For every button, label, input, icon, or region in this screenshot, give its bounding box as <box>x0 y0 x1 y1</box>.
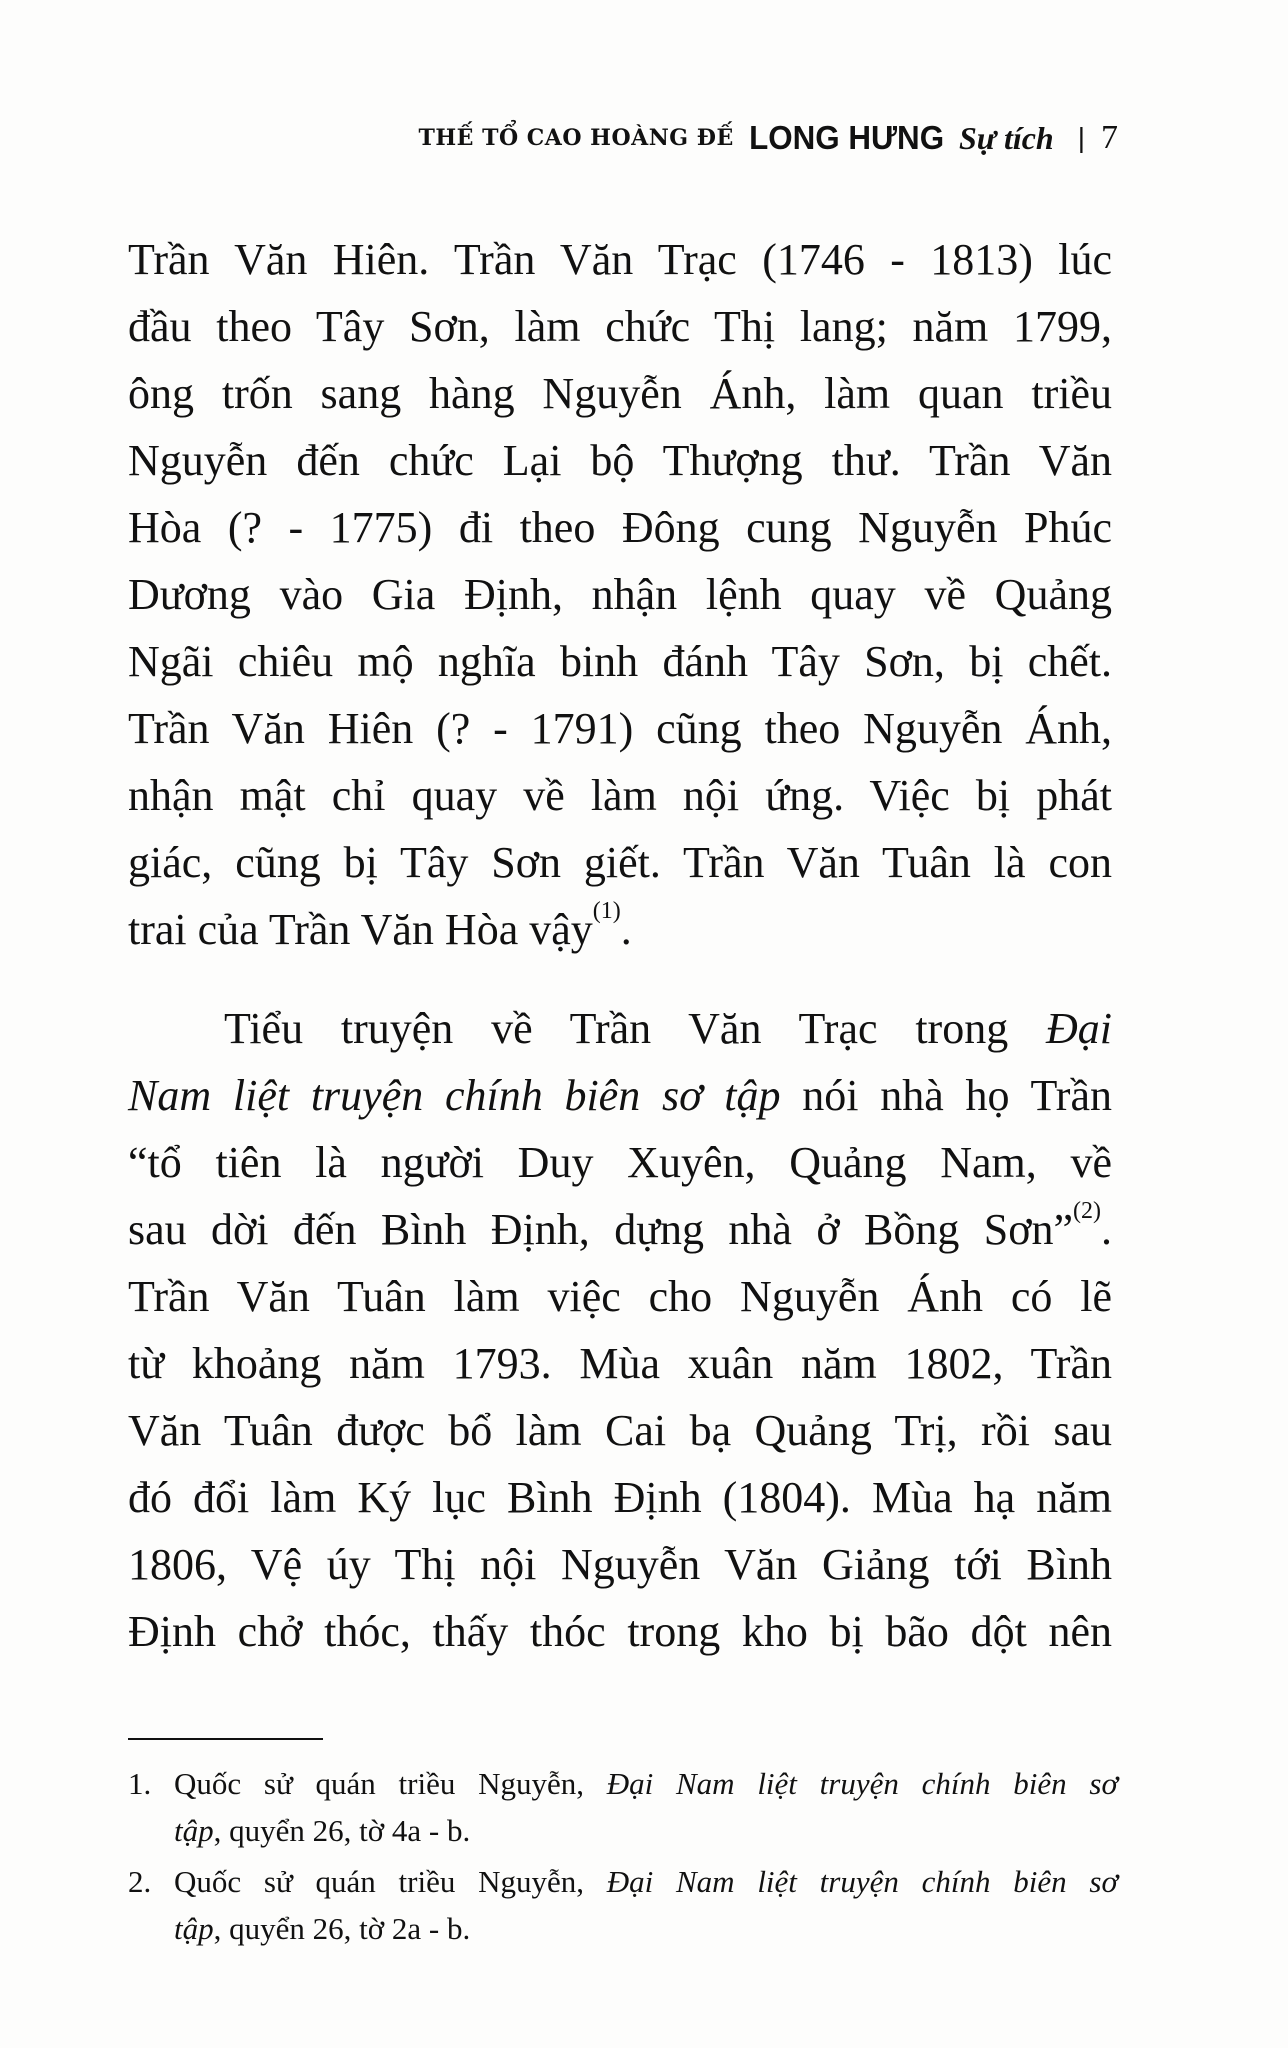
header-title-script: Sự tích <box>958 120 1054 156</box>
footnote-line <box>174 1760 1118 1807</box>
text-line <box>128 1062 1112 1129</box>
footnote-line <box>174 1807 1118 1854</box>
footnote-divider <box>128 1738 323 1740</box>
text-line: Ngãi chiêu mộ nghĩa binh đánh Tây Sơn, bị chết. <box>128 637 1112 686</box>
text-line: nhận mật chỉ quay về làm nội ứng. Việc bị phát <box>128 771 1112 820</box>
footnote-line <box>174 1905 1118 1952</box>
text-line: Trần Văn Hiên. Trần Văn Trạc (1746 - 1813) lúc <box>128 235 1112 284</box>
header-title-small: THẾ TỔ CAO HOÀNG ĐẾ <box>418 125 734 151</box>
text-line: Định chở thóc, thấy thóc trong kho bị bão dột nên <box>128 1607 1112 1656</box>
page-number: 7 <box>1101 119 1118 156</box>
text-line: 1806, Vệ úy Thị nội Nguyễn Văn Giảng tới Bình <box>128 1540 1112 1589</box>
text-fragment: . <box>620 905 632 954</box>
text-line: giác, cũng bị Tây Sơn giết. Trần Văn Tuân là con <box>128 838 1112 887</box>
book-title-fragment: tập <box>174 1813 214 1848</box>
text-fragment: . <box>1101 1205 1112 1254</box>
footnotes <box>128 1760 1118 1956</box>
paragraph-1 <box>128 226 1112 963</box>
book-title-fragment: Đại <box>1046 1004 1112 1053</box>
header-separator: | <box>1077 122 1085 153</box>
book-title-fragment: Đại Nam liệt truyện chính biên sơ <box>606 1766 1118 1801</box>
header-title-big: LONG HƯNG <box>748 119 944 156</box>
text-line: Nguyễn đến chức Lại bộ Thượng thư. Trần Văn <box>128 436 1112 485</box>
text-line <box>128 995 1112 1062</box>
text-line: Trần Văn Hiên (? - 1791) cũng theo Nguyễn Ánh, <box>128 704 1112 753</box>
footnote-ref-2[interactable]: (2) <box>1073 1198 1101 1224</box>
text-line <box>128 896 1112 963</box>
text-fragment: sau dời đến Bình Định, dựng nhà ở Bồng Sơn” <box>128 1205 1074 1254</box>
footnote-ref-1[interactable]: (1) <box>592 898 621 924</box>
text-fragment: , quyển 26, tờ 2a - b. <box>213 1911 471 1946</box>
text-fragment: nói nhà họ Trần <box>780 1071 1112 1120</box>
book-title-fragment: Nam liệt truyện chính biên sơ tập <box>128 1071 781 1120</box>
text-fragment: Tiểu truyện về Trần Văn Trạc trong <box>224 1004 1046 1053</box>
text-line: Văn Tuân được bổ làm Cai bạ Quảng Trị, rồi sau <box>128 1406 1112 1455</box>
text-line: đầu theo Tây Sơn, làm chức Thị lang; năm 1799, <box>128 302 1112 351</box>
body-text <box>128 226 1112 1665</box>
paragraph-2 <box>128 995 1112 1665</box>
text-line: Dương vào Gia Định, nhận lệnh quay về Quảng <box>128 570 1112 619</box>
paragraph-gap <box>128 963 1112 995</box>
text-fragment: Quốc sử quán triều Nguyễn, <box>174 1766 607 1801</box>
text-fragment: Quốc sử quán triều Nguyễn, <box>174 1864 607 1899</box>
text-line: Trần Văn Tuân làm việc cho Nguyễn Ánh có lẽ <box>128 1272 1112 1321</box>
text-line: ông trốn sang hàng Nguyễn Ánh, làm quan triều <box>128 369 1112 418</box>
footnote-line <box>174 1858 1118 1905</box>
footnote-2 <box>128 1858 1118 1952</box>
text-line: từ khoảng năm 1793. Mùa xuân năm 1802, Trần <box>128 1339 1112 1388</box>
footnote-1 <box>128 1760 1118 1854</box>
book-title-fragment: tập <box>174 1911 214 1946</box>
text-fragment: trai của Trần Văn Hòa vậy <box>128 905 593 954</box>
text-line: Hòa (? - 1775) đi theo Đông cung Nguyễn Phúc <box>128 503 1112 552</box>
text-fragment: , quyển 26, tờ 4a - b. <box>213 1813 471 1848</box>
footnote-number: 1. <box>128 1766 152 1801</box>
running-header <box>419 108 1119 158</box>
text-line: “tổ tiên là người Duy Xuyên, Quảng Nam, về <box>128 1138 1112 1187</box>
text-line: đó đổi làm Ký lục Bình Định (1804). Mùa hạ năm <box>128 1473 1112 1522</box>
book-title-fragment: Đại Nam liệt truyện chính biên sơ <box>606 1864 1118 1899</box>
text-line <box>128 1196 1112 1263</box>
footnote-number: 2. <box>128 1864 152 1899</box>
